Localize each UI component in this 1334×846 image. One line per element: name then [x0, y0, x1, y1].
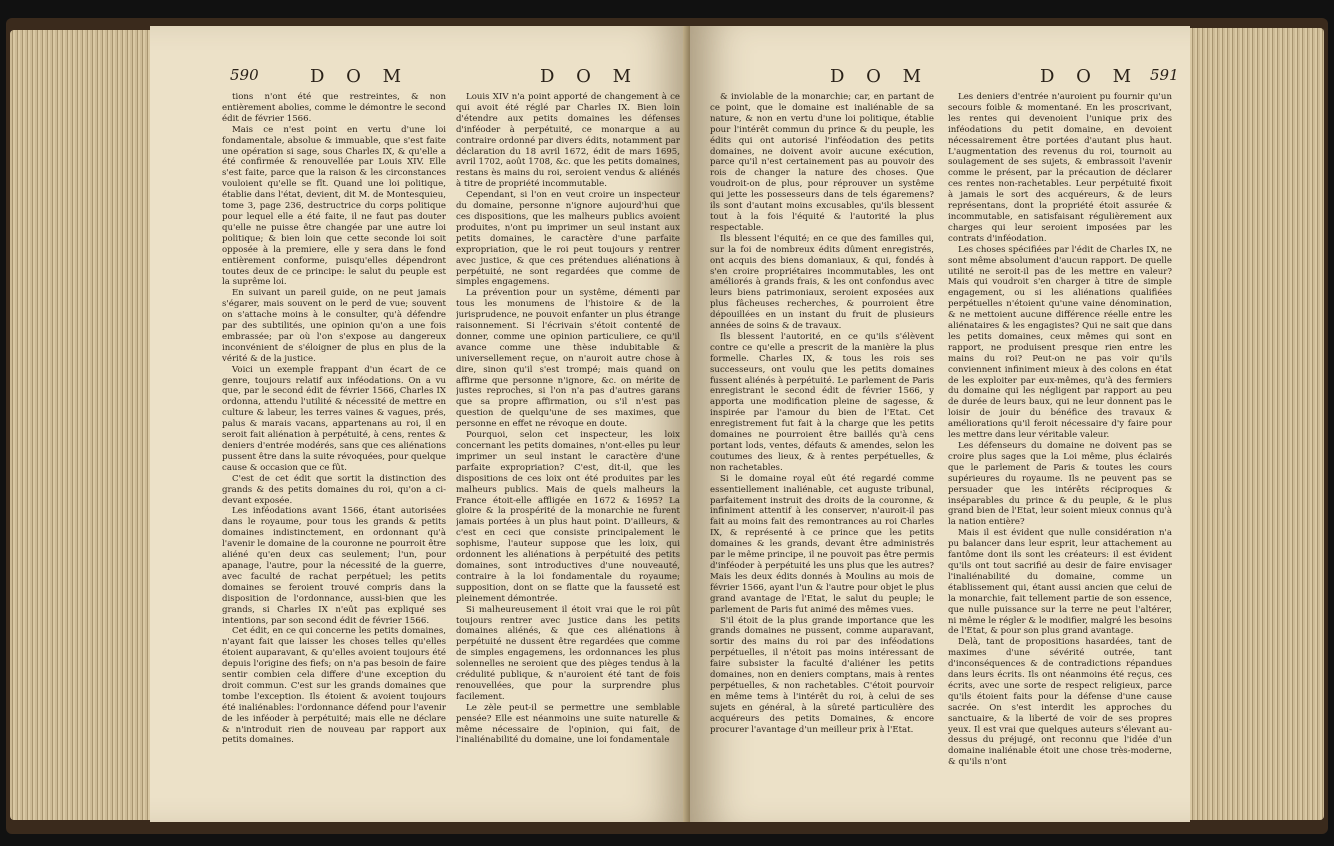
paragraph: Voici un exemple frappant d'un écart de ce genre, toujours relatif aux inféodations. On a vu que, par le second édit de février 1566, Charles IX ordonna, attendu l'utilité & nécessité de mettre en culture & labeur, les terres vaines & vagues, prés, palus & marais vacans, appartenans au roi, il en seroit fait aliénation à perpétuité, à cens, rentes & deniers d'entrée modérés, sans que ces aliénations pussent être dans la suite révoquées, pour quelque cause & occasion que ce fût. [222, 364, 446, 473]
right-page [690, 26, 1190, 822]
running-head: D O M [1040, 66, 1140, 87]
paragraph: Delà, tant de propositions hasardées, tant de maximes d'une sévérité outrée, tant d'inconséquences & de contradictions répandues dans leurs écrits. Ils ont néanmoins été reçus, ces écrits, avec une sorte de respect religieux, parce qu'ils étoient faits pour la défense d'une cause sacrée. On s'est interdit les approches du sanctuaire, & la liberté de voir de ses propres yeux. Il est vrai que quelques auteurs s'élevant au-dessus du préjugé, ont reconnu que l'idée d'un domaine inaliénable étoit une chose très-moderne, & qu'ils n'ont [948, 637, 1172, 768]
paragraph: Pourquoi, selon cet inspecteur, les loix concernant les petits domaines, n'ont-elles pu leur imprimer un seul instant le caractère d'une parfaite expropriation? C'est, dit-il, que les dispositions de ces loix ont été produites par les malheurs publics. Mais de quels malheurs la France étoit-elle affligée en 1672 & 1695? La gloire & la prospérité de la monarchie ne furent jamais portées à un plus haut point. D'ailleurs, & c'est en ceci que consiste principalement le sophisme, l'auteur suppose que les loix, qui ordonnent les aliénations à perpétuité des petits domaines, sont introductives d'une nouveauté, contraire à la loi fondamentale du royaume; supposition, dont on se flatte que la fausseté est pleinement démontrée. [456, 430, 680, 604]
paragraph: Les défenseurs du domaine ne doivent pas se croire plus sages que la Loi même, plus éclairés que le parlement de Paris & toutes les cours supérieures du royaume. Ils ne peuvent pas se persuader que les intérêts réciproques & inséparables du prince & du peuple, & le plus grand bien de l'Etat, leur soient mieux connus qu'à la nation entière? [948, 441, 1172, 528]
paragraph: Mais ce n'est point en vertu d'une loi fondamentale, absolue & immuable, que s'est faite une opération si sage, sous Charles IX, & qu'elle a été confirmée & renouvellée par Louis XIV. Elle s'est faite, parce que la raison & les circonstances vouloient qu'elle se fît. Quand une loi politique, établie dans l'état, devient, dit M. de Montesquieu, tome 3, page 236, destructrice du corps politique pour lequel elle a été faite, il ne faut pas douter qu'elle ne puisse être changée par une autre loi politique; & bien loin que cette seconde loi soit opposée à la premiere, elle y sera dans le fond entièrement conforme, puisqu'elles dépendront toutes deux de ce principe: le salut du peuple est la suprême loi. [222, 124, 446, 288]
paragraph: Les inféodations avant 1566, étant autorisées dans le royaume, pour tous les grands & petits domaines indistinctement, en ordonnant qu'à l'avenir le domaine de la couronne ne pourroit être aliéné qu'en deux cas seulement; l'un, pour apanage, l'autre, pour la nécessité de la guerre, avec faculté de rachat perpétuel; les petits domaines se feroient trouvé compris dans la disposition de l'ordonnance, aussi-bien que les grands, si Charles IX n'eût pas expliqué ses intentions, par son second édit de février 1566. [222, 506, 446, 626]
paragraph: Mais il est évident que nulle considération n'a pu balancer dans leur esprit, leur attachement au fantôme dont ils sont les créateurs: il est évident qu'ils ont tout sacrifié au desir de faire envisager l'inaliénabilité du domaine, comme un établissement qui, étant aussi ancien que celui de la monarchie, fait tellement partie de son essence, que nulle puissance sur la terre ne peut l'altérer, ni même le régler & le modifier, malgré les besoins de l'Etat, & pour son plus grand avantage. [948, 528, 1172, 637]
text-column-right-1 [710, 92, 934, 812]
paragraph: Cet édit, en ce qui concerne les petits domaines, n'ayant fait que laisser les choses telles qu'elles étoient auparavant, & qu'elles avoient toujours été depuis l'origine des fiefs; on n'a pas besoin de faire sentir combien cela differe d'une exception du droit commun. C'est sur les grands domaines que tombe l'exception. Ils étoient & avoient toujours été inaliénables: l'ordonnance défend pour l'avenir de les inféoder à perpétuité; mais elle ne déclare & n'introduit rien de nouveau par rapport aux petits domaines. [222, 626, 446, 746]
page-number-right: 591 [1150, 66, 1179, 84]
paragraph: Les choses spécifiées par l'édit de Charles IX, ne sont même absolument d'aucun rapport. De quelle utilité ne seroit-il pas de les mettre en valeur? Mais qui voudroit s'en charger à titre de simple engagement, ou si les aliénations qualifiées perpétuelles n'étoient qu'une vaine dénomination, & ne mettoient aucune différence réelle entre les aliénataires & les engagistes? Qui ne sait que dans les petits domaines, ceux mêmes qui sont en rapport, ne produisent presque rien entre les mains du roi? Peut-on ne pas voir qu'ils conviennent infiniment mieux à des colons en état de les exploiter par eux-mêmes, qu'à des fermiers du domaine qui les négligent par rapport au peu de durée de leurs baux, qui ne leur donnent pas le loisir de jouir du bénéfice des travaux & améliorations qu'il feroit nécessaire d'y faire pour les mettre dans leur véritable valeur. [948, 244, 1172, 441]
paragraph: Si malheureusement il étoit vrai que le roi pût toujours rentrer avec justice dans les petits domaines aliénés, & que ces aliénations à perpétuité ne dussent être regardées que comme de simples engagemens, les ordonnances les plus solennelles ne seroient que des pièges tendus à la crédulité publique, & n'auroient été tant de fois renouvellées, que pour la surprendre plus facilement. [456, 604, 680, 702]
paragraph: Cependant, si l'on en veut croire un inspecteur du domaine, personne n'ignore aujourd'hui que ces dispositions, que les malheurs publics avoient produites, n'ont pu imprimer un seul instant aux petits domaines, le caractère d'une parfaite expropriation, que le roi peut toujours y rentrer avec justice, & que ces prétendues aliénations à perpétuité, ne sont regardées que comme de simples engagemens. [456, 190, 680, 288]
paragraph: Louis XIV n'a point apporté de changement à ce qui avoit été réglé par Charles IX. Bien loin d'étendre aux petits domaines les défenses d'inféoder à perpétuité, ce monarque a au contraire ordonné par divers édits, notamment par déclaration du 18 avril 1672, édit de mars 1695, avril 1702, août 1708, &c. que les petits domaines, restans ès mains du roi, seroient vendus & aliénés à titre de propriété incommutable. [456, 92, 680, 190]
running-head: D O M [540, 66, 640, 87]
paragraph: & inviolable de la monarchie; car, en partant de ce point, que le domaine est inaliénable de sa nature, & non en vertu d'une loi politique, établie pour l'intérêt commun du prince & du peuple, les édits qui ont autorisé l'inféodation des petits domaines, ne doivent avoir aucune exécution, parce qu'il n'est certainement pas au pouvoir des rois de changer la nature des choses. Que voudroit-on de plus, pour réprouver un systême qui jette les possesseurs dans de tels égaremens? ils sont d'autant moins excusables, qu'ils blessent tout à la fois l'équité & l'autorité la plus respectable. [710, 92, 934, 233]
text-column-left-1 [222, 92, 446, 812]
paragraph: Ils blessent l'équité; en ce que des familles qui, sur la foi de nombreux édits dûment enregistrés, ont acquis des biens domaniaux, & qui, fondés à s'en croire propriétaires incommutables, les ont améliorés à grands frais, & les ont confondus avec leurs biens patrimoniaux, seroient exposées aux plus fâcheuses recherches, & pourroient être dépouillées en un instant du fruit de plusieurs années de soins & de travaux. [710, 233, 934, 332]
text-column-right-2 [948, 92, 1172, 812]
paragraph: Ils blessent l'autorité, en ce qu'ils s'élèvent contre ce qu'elle a prescrit de la manière la plus formelle. Charles IX, & tous les rois ses successeurs, ont voulu que les petits domaines fussent aliénés à perpétuité. Le parlement de Paris enregistrant le second édit de février 1566, y apporta une modification pleine de sagesse, & inspirée par l'amour du bien de l'Etat. Cet enregistrement fut fait à la charge que les petits domaines ne pourroient être baillés qu'à cens portant lods, ventes, défauts & amendes, selon les coutumes des lieux, & à rentes perpétuelles, & non rachetables. [710, 331, 934, 473]
page-number-left: 590 [230, 66, 259, 84]
paragraph: Le zèle peut-il se permettre une semblable pensée? Elle est néanmoins une suite naturelle & même nécessaire de l'opinion, qui fait, de l'inaliénabilité du domaine, une loi fondamentale [456, 702, 680, 746]
paragraph: tions n'ont été que restreintes, & non entièrement abolies, comme le démontre le second édit de février 1566. [222, 92, 446, 124]
page-edges-right [1190, 28, 1324, 820]
paragraph: C'est de cet édit que sortit la distinction des grands & des petits domaines du roi, qu'on a ci-devant exposée. [222, 473, 446, 506]
text-column-left-2 [456, 92, 680, 812]
paragraph: Les deniers d'entrée n'auroient pu fournir qu'un secours foible & momentané. En les proscrivant, les rentes qui devenoient l'unique prix des inféodations du petit domaine, en devoient nécessairement être portées d'autant plus haut. L'augmentation des revenus du roi, tournoit au soulagement de ses sujets, & embrassoit l'avenir comme le présent, par la précaution de déclarer ces rentes non-rachetables. Leur perpétuité fixoit à jamais le sort des acquéreurs, & de leurs représentans, dont la propriété étoit assurée & incommutable, en satisfaisant régulièrement aux charges qui leur seroient imposées par les contrats d'inféodation. [948, 92, 1172, 244]
paragraph: S'il étoit de la plus grande importance que les grands domaines ne pussent, comme auparavant, sortir des mains du roi par des inféodations perpétuelles, il n'étoit pas moins intéressant de faire subsister la faculté d'aliéner les petits domaines, non en deniers comptans, mais à rentes perpétuelles, & non rachetables. C'étoit pourvoir en même tems à l'intérêt du roi, à celui de ses sujets en général, à la sûreté particulière des acquéreurs des petits Domaines, & encore procurer l'avantage d'un meilleur prix à l'Etat. [710, 615, 934, 735]
page-edges-left [10, 30, 150, 820]
paragraph: Si le domaine royal eût été regardé comme essentiellement inaliénable, cet auguste tribunal, parfaitement instruit des droits de la couronne, & infiniment attentif à les conserver, n'auroit-il pas fait au moins fait des remontrances au roi Charles IX, & représenté à ce prince que les petits domaines & les grands, devant être administrés par le même principe, il ne pouvoit pas être permis d'inféoder à perpétuité les uns plus que les autres? Mais les deux édits donnés à Moulins au mois de février 1566, ayant l'un & l'autre pour objet le plus grand avantage de l'Etat, le salut du peuple; le parlement de Paris fut animé des mêmes vues. [710, 473, 934, 615]
running-head: D O M [310, 66, 410, 87]
running-head: D O M [830, 66, 930, 87]
left-page [150, 26, 690, 822]
paragraph: En suivant un pareil guide, on ne peut jamais s'égarer, mais souvent on le perd de vue; souvent on s'attache moins à le consulter, qu'à défendre par des subtilités, une opinion qu'on a une fois embrassée; par où l'on s'expose au dangereux inconvénient de s'éloigner de plus en plus de la vérité & de la justice. [222, 288, 446, 364]
paragraph: La prévention pour un systême, démenti par tous les monumens de l'histoire & de la jurisprudence, ne pouvoit enfanter un plus étrange raisonnement. Si l'écrivain s'étoit contenté de donner, comme une opinion particuliere, ce qu'il avance comme une thèse indubitable & universellement reçue, on n'auroit autre chose à dire, sinon qu'il s'est trompé; mais quand on affirme que personne n'ignore, &c. on mérite de justes reproches, si l'on n'a pas d'autres garans que sa propre affirmation, ou s'il n'est pas question de quelqu'une de ses maximes, que personne en effet ne révoque en doute. [456, 288, 680, 430]
